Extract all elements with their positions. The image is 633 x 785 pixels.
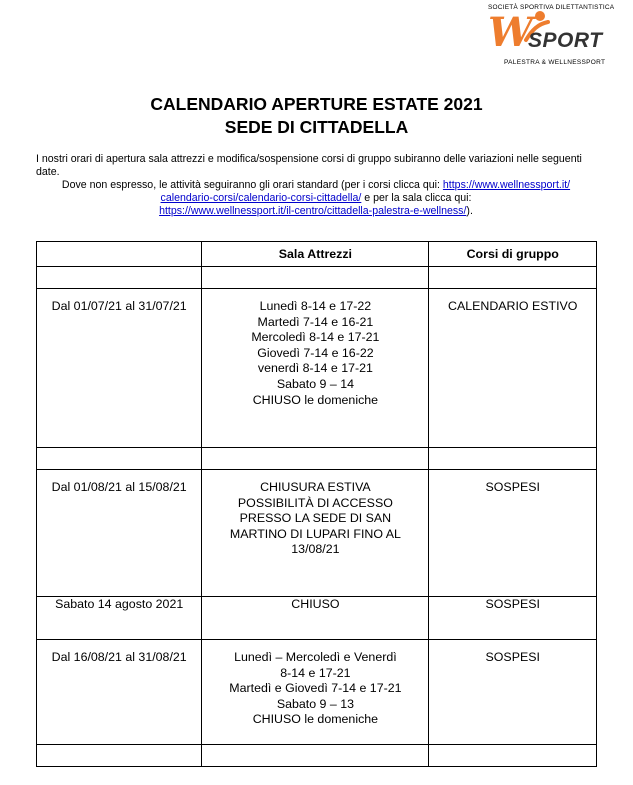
- logo: [478, 4, 628, 68]
- corsi-link-part1: https://www.wellnessport.it/: [442, 179, 571, 191]
- table-header-row: [37, 242, 597, 267]
- header-sala: Sala Attrezzi: [202, 242, 429, 267]
- intro-text: [36, 153, 596, 218]
- table-row-empty: [37, 267, 597, 289]
- sala-cell: Lunedì – Mercoledì e Venerdì 8-14 e 17-21 Martedì e Giovedì 7-14 e 17-21 Sabato 9 – 13 CHIUSO le domeniche: [202, 640, 429, 745]
- logo-subtitle: PALESTRA & WELLNESSPORT: [504, 59, 606, 66]
- corsi-cell: SOSPESI: [429, 597, 597, 640]
- header-period: [37, 242, 202, 267]
- period-cell: Sabato 14 agosto 2021: [37, 597, 202, 640]
- schedule-table: [36, 241, 597, 767]
- corsi-link-part2: calendario-corsi/calendario-corsi-cittadella/: [160, 192, 362, 204]
- logo-tagline: SOCIETÀ SPORTIVA DILETTANTISTICA: [488, 4, 615, 11]
- page-subtitle: SEDE DI CITTADELLA: [224, 117, 409, 137]
- logo-sport: SPORT: [528, 29, 603, 52]
- period-cell: Dal 16/08/21 al 31/08/21: [37, 640, 202, 745]
- corsi-cell: SOSPESI: [429, 640, 597, 745]
- sala-cell: CHIUSO: [202, 597, 429, 640]
- intro-paragraph: I nostri orari di apertura sala attrezzi e modifica/sospensione corsi di gruppo subiranno delle variazioni nelle seguenti date.: [36, 153, 582, 178]
- corsi-cell: CALENDARIO ESTIVO: [429, 289, 597, 448]
- intro-links-paragraph: [36, 179, 596, 218]
- sala-cell: CHIUSURA ESTIVA POSSIBILITÀ DI ACCESSO PRESSO LA SEDE DI SAN MARTINO DI LUPARI FINO AL 13/08/21: [202, 470, 429, 597]
- intro-text-3: ).: [466, 205, 473, 217]
- table-row-empty: [37, 448, 597, 470]
- sala-link[interactable]: https://www.wellnessport.it/il-centro/cittadella-palestra-e-wellness/: [159, 205, 467, 217]
- corsi-cell: SOSPESI: [429, 470, 597, 597]
- intro-text-2: e per la sala clicca qui:: [361, 192, 472, 204]
- table-row: [37, 470, 597, 597]
- table-row-empty: [37, 745, 597, 767]
- table-row: [37, 640, 597, 745]
- intro-text-1: Dove non espresso, le attività seguiranno gli orari standard (per i corsi clicca qui:: [61, 179, 443, 191]
- period-cell: Dal 01/08/21 al 15/08/21: [37, 470, 202, 597]
- table-row: [37, 597, 597, 640]
- header-corsi: Corsi di gruppo: [429, 242, 597, 267]
- page-title: CALENDARIO APERTURE ESTATE 2021: [150, 94, 483, 114]
- period-cell: Dal 01/07/21 al 31/07/21: [37, 289, 202, 448]
- sala-cell: Lunedì 8-14 e 17-22 Martedì 7-14 e 16-21 Mercoledì 8-14 e 17-21 Giovedì 7-14 e 16-22 venerdì 8-14 e 17-21 Sabato 9 – 14 CHIUSO le domeniche: [202, 289, 429, 448]
- logo-w: W: [488, 9, 533, 56]
- table-row: [37, 289, 597, 448]
